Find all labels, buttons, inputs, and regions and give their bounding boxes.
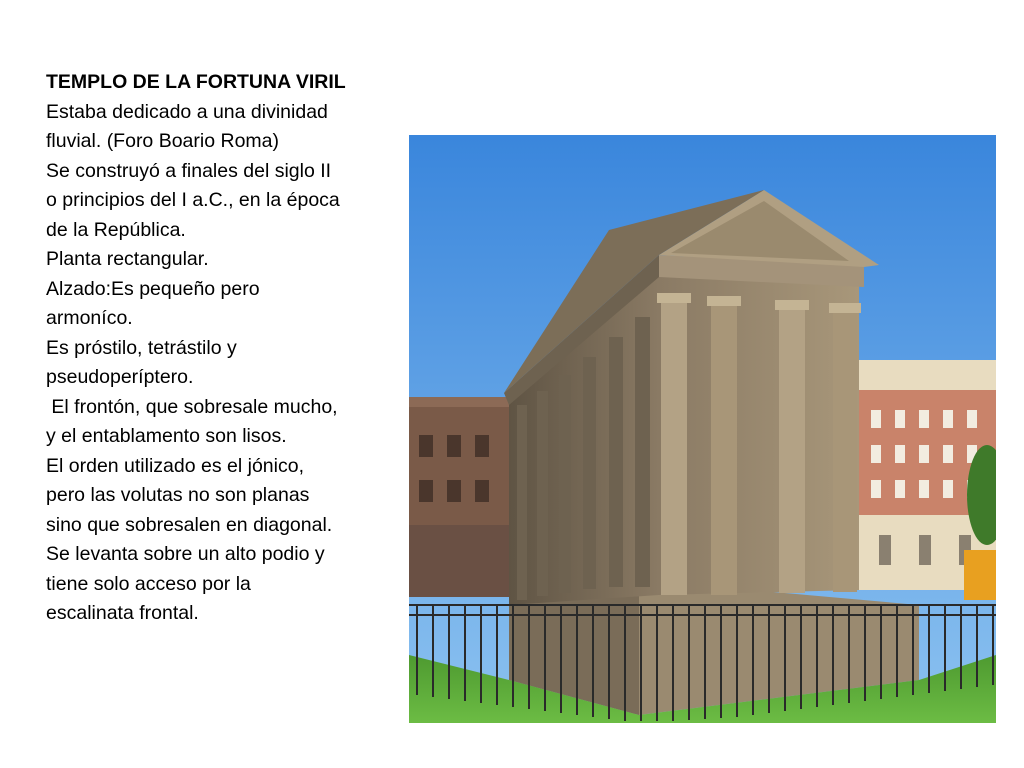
temple-front-wall [659,275,859,595]
text-line: armoníco. [46,307,133,329]
text-line: escalinata frontal. [46,602,199,624]
text-line: pero las volutas no son planas [46,484,310,506]
text-line: Se construyó a finales del siglo II [46,159,332,182]
temple-illustration [409,135,996,723]
text-line: Estaba dedicado a una divinidad [46,100,328,123]
text-line: o principios del I a.C., en la época [46,189,340,211]
text-line: sino que sobresalen en diagonal. [46,513,333,536]
text-line: Alzado:Es pequeño pero [46,277,260,300]
text-line: fluvial. (Foro Boario Roma) [46,130,279,152]
text-line: El frontón, que sobresale mucho, [46,395,338,418]
brick-building-left [409,397,519,597]
bus [964,550,996,600]
temple-photo [409,135,996,723]
text-line: Es próstilo, tetrástilo y [46,336,237,359]
text-line: pseudoperíptero. [46,366,194,388]
text-line: Se levanta sobre un alto podio y [46,543,325,565]
text-line: Planta rectangular. [46,248,209,270]
text-line: de la República. [46,218,186,241]
slide-text [46,68,406,629]
text-line: El orden utilizado es el jónico, [46,454,304,477]
text-line: y el entablamento son lisos. [46,425,287,447]
text-line: tiene solo acceso por la [46,572,251,595]
slide-title: TEMPLO DE LA FORTUNA VIRIL [46,71,346,93]
